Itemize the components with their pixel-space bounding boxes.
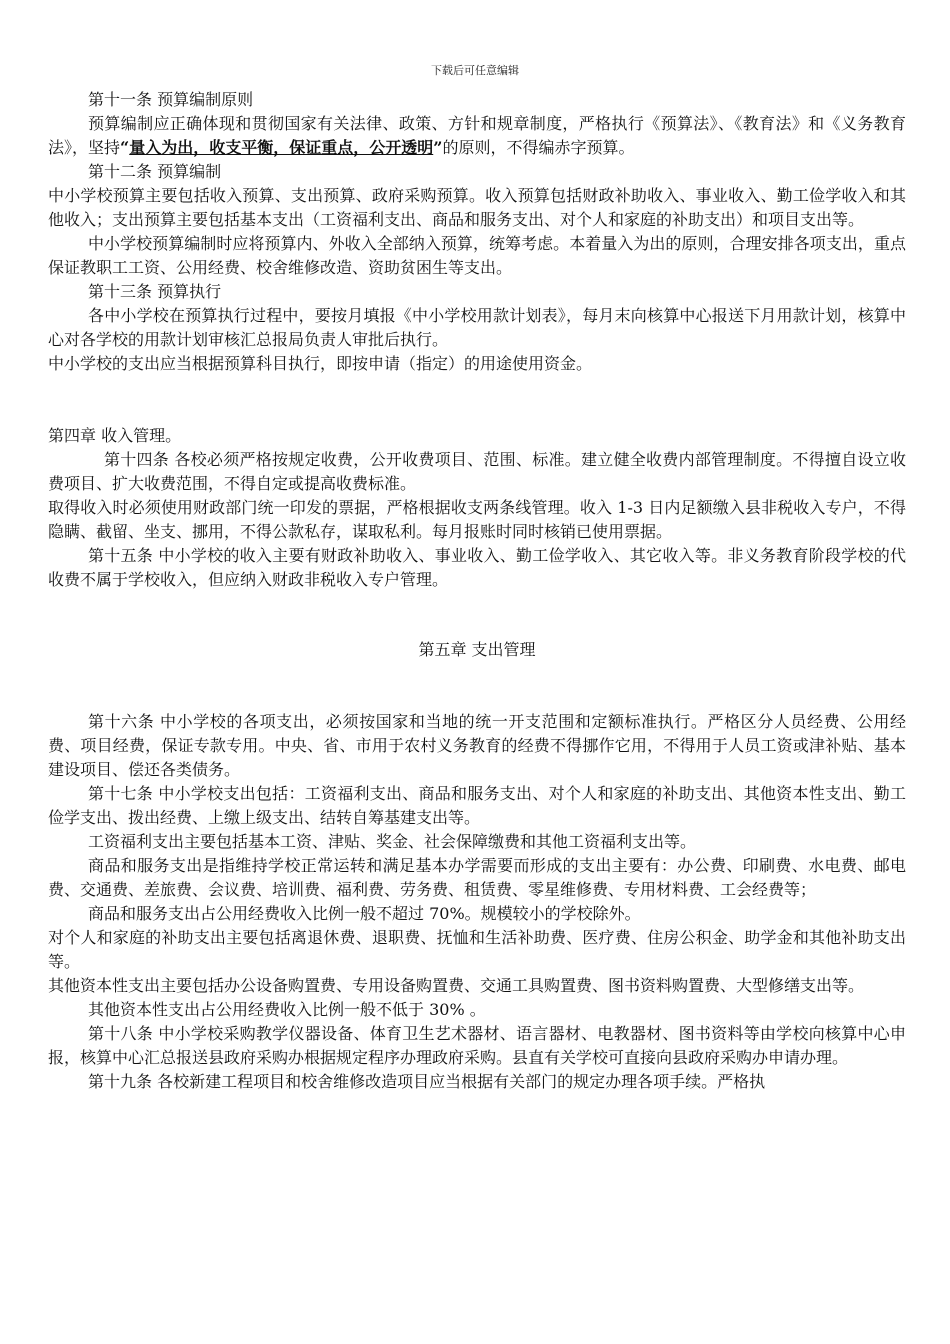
article-13-paragraph-2: 中小学校的支出应当根据预算科目执行，即按申请（指定）的用途使用资金。 [48,354,593,373]
article-13-paragraph-1: 各中小学校在预算执行过程中，要按月填报《中小学校用款计划表》，每月末向核算中心报送下月用款计划，核算中心对各学校的用款计划审核汇总报局负责人审批后执行。 [48,306,906,349]
article-12-paragraph-1: 中小学校预算主要包括收入预算、支出预算、政府采购预算。收入预算包括财政补助收入、事业收入、勤工俭学收入和其他收入；支出预算主要包括基本支出（工资福利支出、商品和服务支出、对个人和家庭的补助支出）和项目支出等。 [48,186,906,229]
article-11-title: 第十一条 预算编制原则 [88,90,254,109]
chapter-5-title: 第五章 支出管理 [418,640,536,659]
open-quote: “ [120,138,130,157]
article-13-title: 第十三条 预算执行 [88,282,222,301]
article-14-paragraph-2: 取得收入时必须使用财政部门统一印发的票据，严格根据收支两条线管理。收入 1-3 日内足额缴入县非税收入专户，不得隐瞒、截留、坐支、挪用，不得公款私存，谋取私利。每月报账时同时核销已使用票据。 [48,498,906,541]
subsidy-paragraph: 对个人和家庭的补助支出主要包括离退休费、退职费、抚恤和生活补助费、医疗费、住房公积金、助学金和其他补助支出等。 [48,928,906,971]
wages-paragraph: 工资福利支出主要包括基本工资、津贴、奖金、社会保障缴费和其他工资福利支出等。 [88,832,697,851]
goods-services-paragraph: 商品和服务支出是指维持学校正常运转和满足基本办学需要而形成的支出主要有：办公费、印刷费、水电费、邮电费、交通费、差旅费、会议费、培训费、福利费、劳务费、租赁费、零星维修费、专用材料费、工会经费等； [48,856,906,899]
article-17: 第十七条 中小学校支出包括：工资福利支出、商品和服务支出、对个人和家庭的补助支出、其他资本性支出、勤工俭学支出、拨出经费、上缴上级支出、结转自筹基建支出等。 [48,784,906,827]
article-15: 第十五条 中小学校的收入主要有财政补助收入、事业收入、勤工俭学收入、其它收入等。非义务教育阶段学校的代收费不属于学校收入，但应纳入财政非税收入专户管理。 [48,546,906,589]
article-11-text-before: 预算编制应正确体现和贯彻国家有关法律、政策、方针和规章制度，严格执行《预算法》、《教育法》和《义务教育法》，坚持 [48,114,906,157]
capital-ratio: 其他资本性支出占公用经费收入比例一般不低于 30% 。 [88,1000,486,1019]
goods-services-ratio: 商品和服务支出占公用经费收入比例一般不超过 70%。规模较小的学校除外。 [88,904,641,923]
close-quote: ” [433,138,443,157]
document-body [48,88,906,1094]
principle-emphasis: 量入为出，收支平衡，保证重点，公开透明 [129,138,434,157]
article-11-text [48,112,906,160]
capital-paragraph: 其他资本性支出主要包括办公设备购置费、专用设备购置费、交通工具购置费、图书资料购置费、大型修缮支出等。 [48,976,865,995]
article-16: 第十六条 中小学校的各项支出，必须按国家和当地的统一开支范围和定额标准执行。严格区分人员经费、公用经费、项目经费，保证专款专用。中央、省、市用于农村义务教育的经费不得挪作它用，不得用于人员工资或津补贴、基本建设项目、偿还各类债务。 [48,712,906,779]
spacer [48,376,906,424]
chapter-4-title: 第四章 收入管理。 [48,426,182,445]
article-12-title: 第十二条 预算编制 [88,162,222,181]
article-12-paragraph-2: 中小学校预算编制时应将预算内、外收入全部纳入预算，统筹考虑。本着量入为出的原则，合理安排各项支出，重点保证教职工工资、公用经费、校舍维修改造、资助贫困生等支出。 [48,234,906,277]
page-header-note: 下载后可任意编辑 [431,64,519,77]
article-18: 第十八条 中小学校采购教学仪器设备、体育卫生艺术器材、语言器材、电教器材、图书资料等由学校向核算中心申报，核算中心汇总报送县政府采购办根据规定程序办理政府采购。县直有关学校可直接向县政府采购办申请办理。 [48,1024,906,1067]
article-14-paragraph-1: 第十四条 各校必须严格按规定收费，公开收费项目、范围、标准。建立健全收费内部管理制度。不得擅自设立收费项目、扩大收费范围，不得自定或提高收费标准。 [48,450,906,493]
article-19: 第十九条 各校新建工程项目和校舍维修改造项目应当根据有关部门的规定办理各项手续。严格执 [88,1072,766,1091]
spacer [48,592,906,638]
spacer [48,662,906,710]
article-11-text-after: 的原则，不得编赤字预算。 [442,138,635,157]
